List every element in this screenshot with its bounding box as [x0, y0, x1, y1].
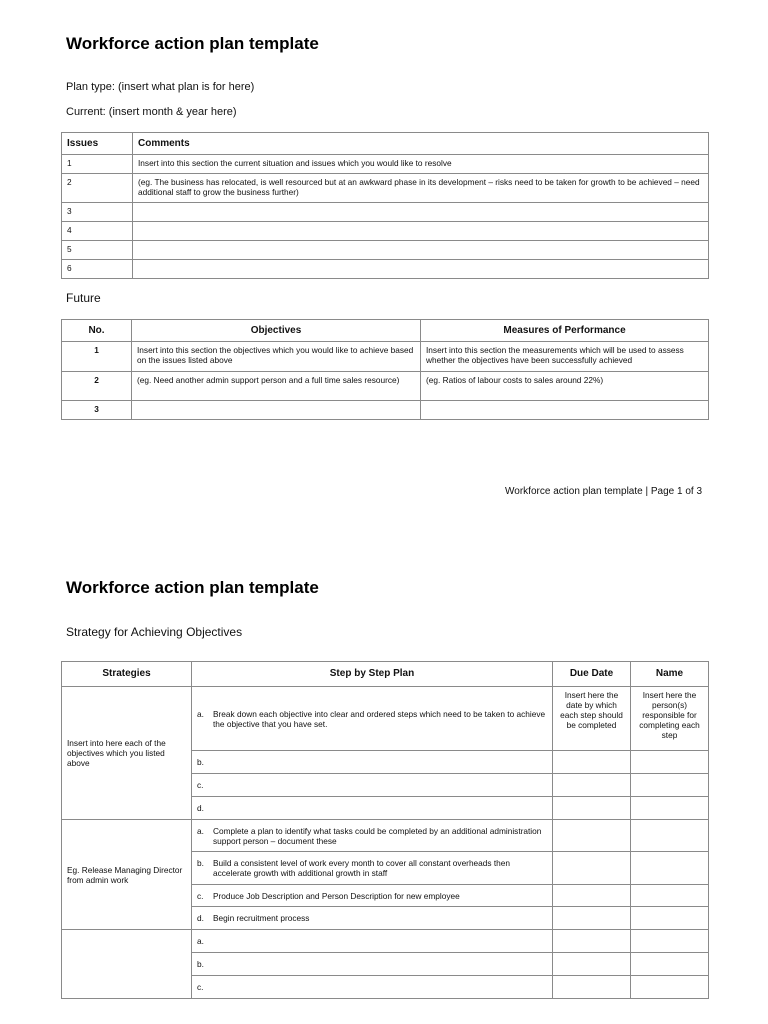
issue-comment: (eg. The business has relocated, is well resourced but at an awkward phase in its development – risks need to be taken for growth to be achieved – need additional staff to grow the business further) — [133, 174, 709, 203]
step-cell — [192, 953, 553, 976]
objective-text: (eg. Need another admin support person and a full time sales resource) — [132, 372, 421, 401]
due-date-cell — [553, 930, 631, 953]
plan-type-line: Plan type: (insert what plan is for here) — [66, 81, 255, 93]
strategy-cell: Insert into here each of the objectives which you listed above — [62, 687, 192, 820]
step-cell — [192, 820, 553, 852]
issues-table — [61, 132, 709, 279]
due-date-cell: Insert here the date by which each step should be completed — [553, 687, 631, 751]
strategy-subtitle: Strategy for Achieving Objectives — [66, 625, 243, 639]
objective-number: 2 — [62, 372, 132, 401]
name-cell — [631, 820, 709, 852]
step-letter: d. — [197, 913, 204, 923]
issue-number: 4 — [62, 222, 133, 241]
name-cell — [631, 751, 709, 774]
objective-number: 3 — [62, 401, 132, 420]
strategy-table — [61, 661, 709, 999]
step-letter: c. — [197, 982, 204, 992]
step-cell — [192, 687, 553, 751]
issue-number: 1 — [62, 155, 133, 174]
issue-number: 5 — [62, 241, 133, 260]
due-date-cell — [553, 774, 631, 797]
step-text: Build a consistent level of work every month to cover all constant overheads then accelerate growth with additional growth in staff — [213, 858, 511, 878]
objectives-header: Objectives — [132, 320, 421, 342]
objective-text — [132, 401, 421, 420]
issue-number: 2 — [62, 174, 133, 203]
step-cell — [192, 907, 553, 930]
step-letter: a. — [197, 708, 204, 719]
issue-comment — [133, 203, 709, 222]
page-title: Workforce action plan template — [66, 578, 319, 597]
name-cell: Insert here the person(s) responsible for completing each step — [631, 687, 709, 751]
name-cell — [631, 930, 709, 953]
measure-text — [421, 401, 709, 420]
objective-number: 1 — [62, 342, 132, 372]
step-text: Break down each objective into clear and ordered steps which need to be taken to achieve the objective that you have set. — [213, 708, 546, 729]
step-cell — [192, 930, 553, 953]
due-date-cell — [553, 852, 631, 885]
step-cell — [192, 885, 553, 907]
future-table — [61, 319, 709, 420]
issue-comment — [133, 241, 709, 260]
issue-number: 6 — [62, 260, 133, 279]
issue-comment — [133, 222, 709, 241]
step-letter: b. — [197, 959, 204, 969]
step-text: Complete a plan to identify what tasks could be completed by an additional administration support person – document these — [213, 825, 542, 846]
objective-text: Insert into this section the objectives which you would like to achieve based on the issues listed above — [132, 342, 421, 372]
step-text: Begin recruitment process — [213, 913, 310, 923]
due-date-cell — [553, 820, 631, 852]
future-label: Future — [66, 291, 101, 305]
comments-header: Comments — [133, 133, 709, 155]
step-letter: a. — [197, 825, 204, 836]
no-header: No. — [62, 320, 132, 342]
step-cell — [192, 751, 553, 774]
due-date-cell — [553, 953, 631, 976]
name-cell — [631, 907, 709, 930]
page-footer: Workforce action plan template | Page 1 of 3 — [505, 486, 702, 497]
name-cell — [631, 976, 709, 999]
issue-comment: Insert into this section the current situation and issues which you would like to resolve — [133, 155, 709, 174]
measure-text: Insert into this section the measurements which will be used to assess whether the objectives have been successfully achieved — [421, 342, 709, 372]
strategy-cell — [62, 930, 192, 999]
step-cell — [192, 976, 553, 999]
current-line: Current: (insert month & year here) — [66, 106, 237, 118]
name-cell — [631, 953, 709, 976]
name-header: Name — [631, 662, 709, 687]
page-title: Workforce action plan template — [66, 34, 319, 53]
strategy-cell: Eg. Release Managing Director from admin work — [62, 820, 192, 930]
step-letter: c. — [197, 780, 204, 790]
due-date-header: Due Date — [553, 662, 631, 687]
step-letter: b. — [197, 757, 204, 767]
strategies-header: Strategies — [62, 662, 192, 687]
due-date-cell — [553, 797, 631, 820]
step-plan-header: Step by Step Plan — [192, 662, 553, 687]
step-text: Produce Job Description and Person Description for new employee — [213, 890, 460, 901]
step-letter: d. — [197, 803, 204, 813]
issues-header: Issues — [62, 133, 133, 155]
step-letter: c. — [197, 890, 204, 901]
due-date-cell — [553, 976, 631, 999]
step-cell — [192, 774, 553, 797]
due-date-cell — [553, 751, 631, 774]
issue-comment — [133, 260, 709, 279]
measure-text: (eg. Ratios of labour costs to sales around 22%) — [421, 372, 709, 401]
due-date-cell — [553, 907, 631, 930]
name-cell — [631, 852, 709, 885]
step-letter: b. — [197, 858, 204, 868]
name-cell — [631, 885, 709, 907]
issue-number: 3 — [62, 203, 133, 222]
measures-header: Measures of Performance — [421, 320, 709, 342]
due-date-cell — [553, 885, 631, 907]
step-cell — [192, 797, 553, 820]
step-letter: a. — [197, 936, 204, 946]
name-cell — [631, 774, 709, 797]
step-cell — [192, 852, 553, 885]
name-cell — [631, 797, 709, 820]
